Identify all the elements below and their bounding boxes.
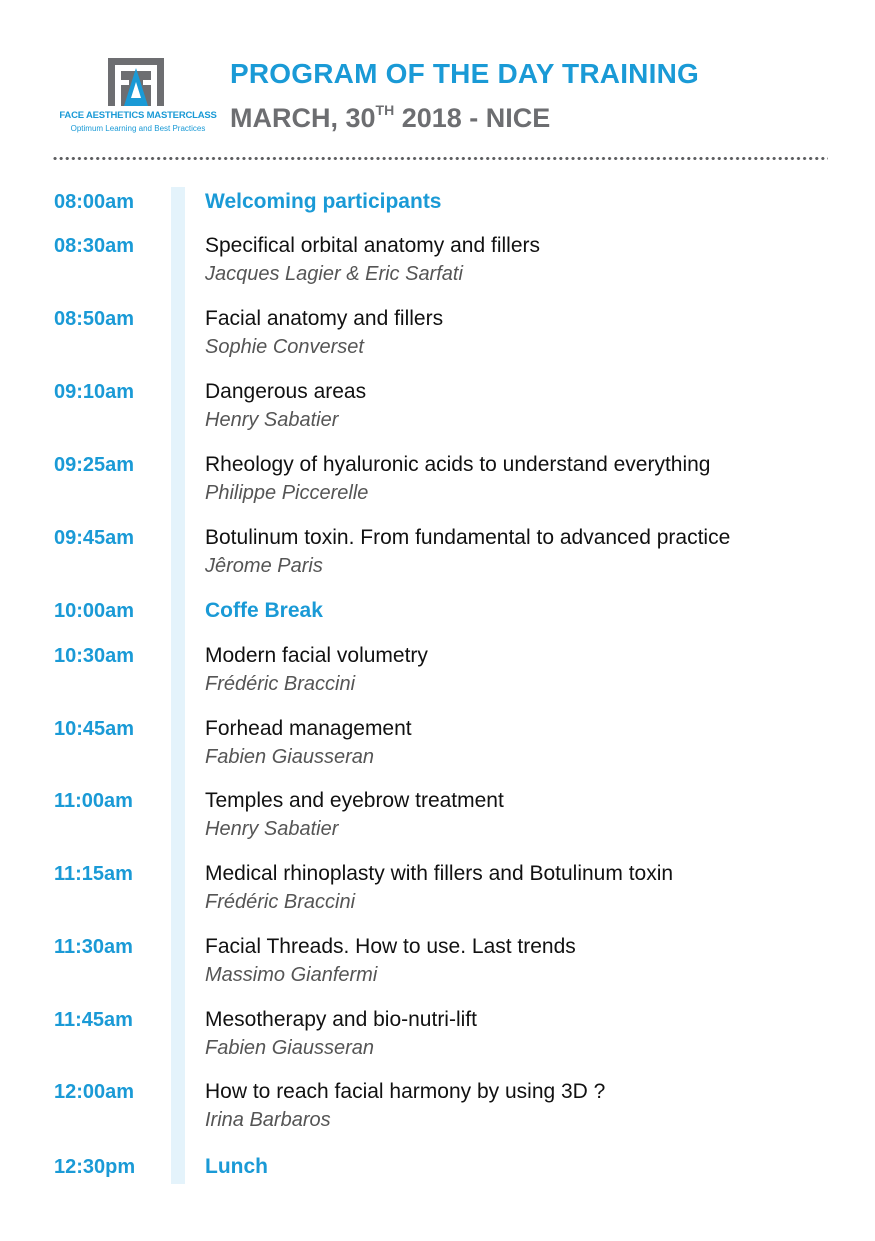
schedule-time: 11:30am <box>54 936 133 958</box>
schedule-time: 09:10am <box>54 381 135 403</box>
schedule-speaker: Frédéric Braccini <box>205 891 356 913</box>
schedule-time: 11:45am <box>54 1009 133 1031</box>
schedule-break-title: Lunch <box>205 1155 268 1178</box>
schedule-speaker: Massimo Gianfermi <box>205 964 378 986</box>
logo-subtitle: Optimum Learning and Best Practices <box>70 124 206 133</box>
schedule-time: 12:00am <box>54 1081 135 1103</box>
schedule-topic: Specifical orbital anatomy and fillers <box>205 234 540 257</box>
schedule-break-title: Welcoming participants <box>205 190 442 213</box>
schedule-time: 08:50am <box>54 308 135 330</box>
schedule-topic: Facial anatomy and fillers <box>205 307 444 330</box>
schedule-topic: How to reach facial harmony by using 3D ? <box>205 1080 606 1103</box>
schedule-speaker: Henry Sabatier <box>205 409 339 431</box>
schedule-topic: Botulinum toxin. From fundamental to advanced practice <box>205 526 731 549</box>
schedule-time: 12:30pm <box>54 1156 136 1178</box>
schedule-topic: Facial Threads. How to use. Last trends <box>205 935 576 958</box>
schedule-topic: Mesotherapy and bio-nutri-lift <box>205 1008 477 1031</box>
date-rest: 2018 - NICE <box>394 103 551 133</box>
schedule-time: 09:45am <box>54 527 135 549</box>
schedule-speaker: Philippe Piccerelle <box>205 482 369 504</box>
schedule-speaker: Sophie Converset <box>205 336 364 358</box>
schedule-time: 08:30am <box>54 235 135 257</box>
schedule-time: 10:00am <box>54 600 135 622</box>
schedule-time: 11:15am <box>54 863 133 885</box>
schedule-time: 09:25am <box>54 454 135 476</box>
schedule-speaker: Jacques Lagier & Eric Sarfati <box>205 263 463 285</box>
date-ordinal-suffix: TH <box>375 102 395 118</box>
schedule-topic: Temples and eyebrow treatment <box>205 789 504 812</box>
schedule-time: 10:45am <box>54 718 135 740</box>
date-prefix: MARCH, 30 <box>230 103 376 133</box>
schedule-topic: Rheology of hyaluronic acids to understand everything <box>205 453 711 476</box>
schedule-speaker: Frédéric Braccini <box>205 673 356 695</box>
page-title: PROGRAM OF THE DAY TRAINING <box>230 58 699 89</box>
schedule-time: 10:30am <box>54 645 135 667</box>
schedule-topic: Medical rhinoplasty with fillers and Botulinum toxin <box>205 862 674 885</box>
schedule-topic: Modern facial volumetry <box>205 644 428 667</box>
schedule-time: 08:00am <box>54 191 135 213</box>
schedule-time: 11:00am <box>54 790 133 812</box>
schedule-speaker: Fabien Giausseran <box>205 1037 374 1059</box>
schedule-break-title: Coffe Break <box>205 599 323 622</box>
schedule-speaker: Fabien Giausseran <box>205 746 374 768</box>
schedule-speaker: Henry Sabatier <box>205 818 339 840</box>
schedule-topic: Dangerous areas <box>205 380 367 403</box>
schedule-speaker: Jêrome Paris <box>205 555 323 577</box>
logo-title: FACE AESTHETICS MASTERCLASS <box>59 110 217 121</box>
schedule-topic: Forhead management <box>205 717 412 740</box>
schedule-speaker: Irina Barbaros <box>205 1109 331 1131</box>
